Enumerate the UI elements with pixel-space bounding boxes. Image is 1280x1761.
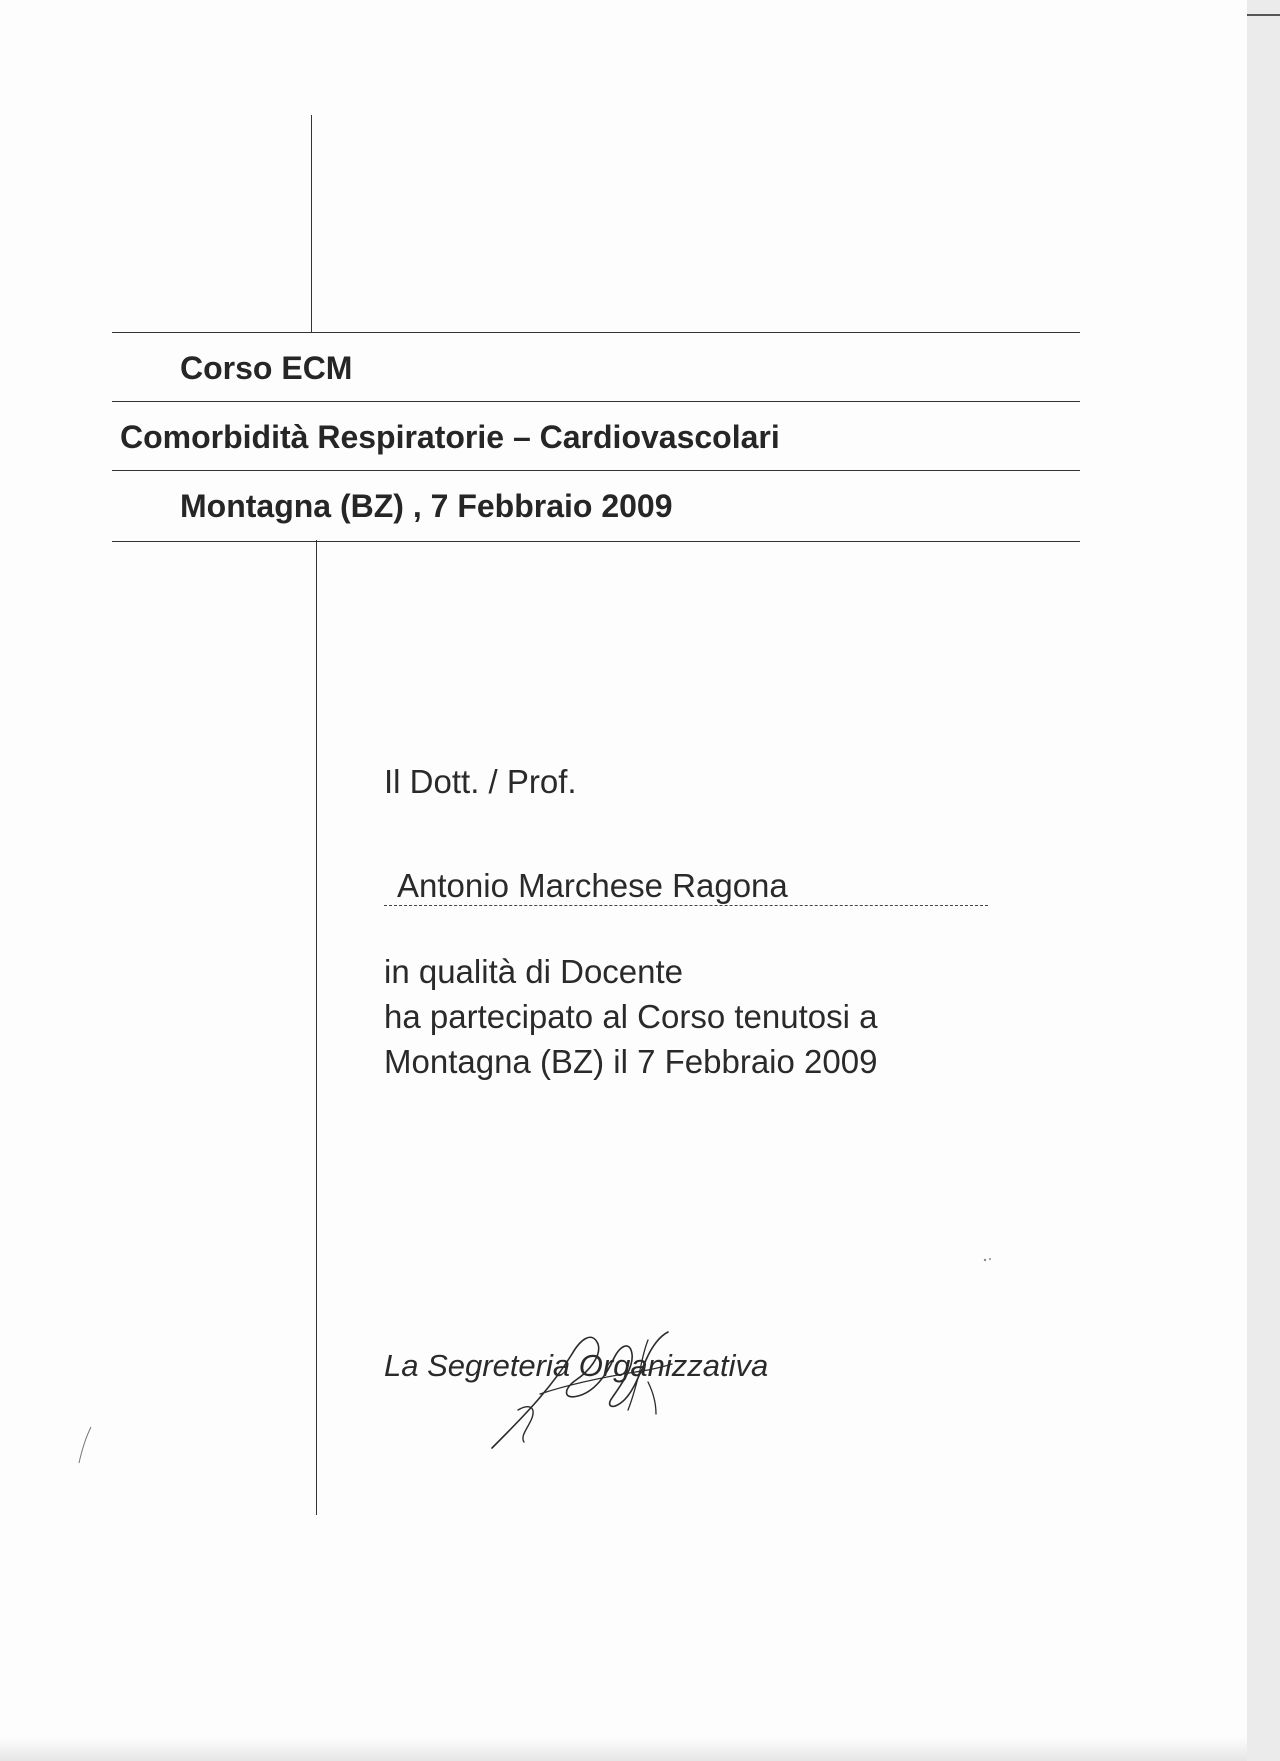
header-rule-3 (112, 470, 1080, 471)
signature-label: La Segreteria Organizzativa (384, 1348, 769, 1383)
participant-name: Antonio Marchese Ragona (397, 867, 788, 904)
stray-pen-mark (75, 1425, 95, 1465)
honorific-label: Il Dott. / Prof. (384, 763, 577, 800)
course-type: Corso ECM (180, 350, 353, 386)
place-date-line: Montagna (BZ) il 7 Febbraio 2009 (384, 1043, 878, 1080)
scan-bottom-shadow (0, 1737, 1247, 1761)
course-place-date: Montagna (BZ) , 7 Febbraio 2009 (180, 488, 673, 524)
stray-dot-mark (983, 1257, 993, 1263)
role-line: in qualità di Docente (384, 953, 684, 990)
header-rule-1 (112, 332, 1080, 333)
participation-line: ha partecipato al Corso tenutosi a (384, 998, 878, 1035)
scan-edge-mark (1247, 14, 1280, 16)
vertical-rule-top (311, 115, 312, 333)
scan-right-edge (1247, 0, 1280, 1761)
course-title: Comorbidità Respiratorie – Cardiovascolari (120, 419, 780, 455)
signature-icon (480, 1310, 720, 1460)
header-rule-2 (112, 401, 1080, 402)
vertical-rule-bottom (316, 540, 317, 1515)
name-underline (384, 905, 988, 906)
header-rule-4 (112, 541, 1080, 542)
